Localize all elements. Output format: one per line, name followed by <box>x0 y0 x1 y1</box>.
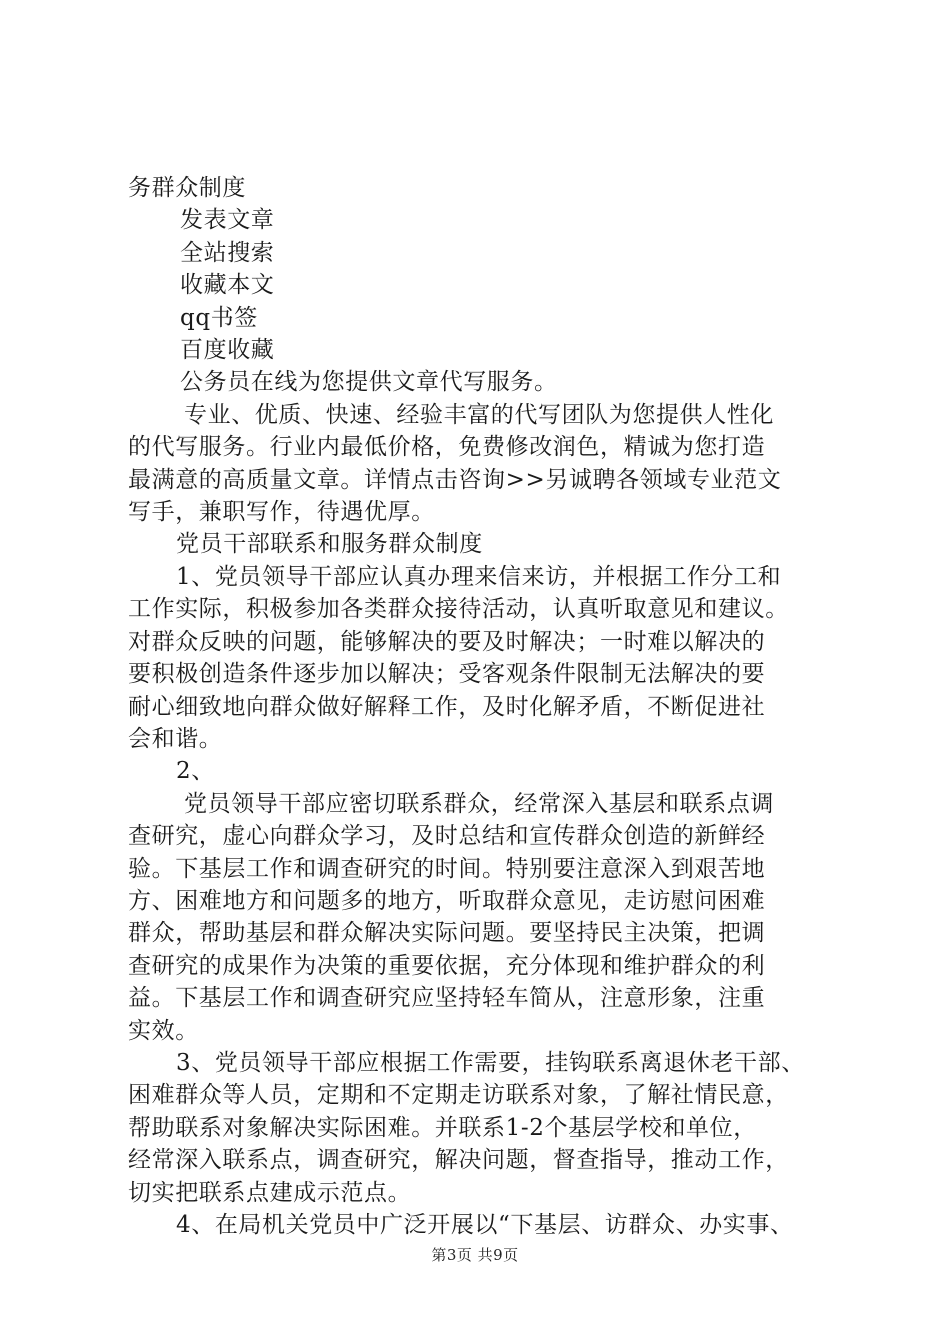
text-line: 2、 <box>176 758 215 785</box>
text-line: 1、党员领导干部应认真办理来信来访，并根据工作分工和 <box>176 563 782 590</box>
link-bookmark-article[interactable]: 收藏本文 <box>180 272 275 299</box>
text-line: 切实把联系点建成示范点。 <box>128 1179 412 1206</box>
link-qq-bookmark[interactable]: qq书签 <box>180 304 258 331</box>
link-site-search[interactable]: 全站搜索 <box>180 239 275 266</box>
text-line: 务群众制度 <box>128 175 246 201</box>
text-line: 实效。 <box>128 1017 199 1044</box>
text-line: 专业、优质、快速、经验丰富的代写团队为您提供人性化 <box>184 401 774 428</box>
text-line: 3、党员领导干部应根据工作需要，挂钩联系离退休老干部、 <box>176 1049 805 1076</box>
link-publish-article[interactable]: 发表文章 <box>180 207 275 234</box>
page-number-label: 第3页 共9页 <box>431 1246 519 1264</box>
text-line: 要积极创造条件逐步加以解决；受客观条件限制无法解决的要 <box>128 661 766 688</box>
page-footer <box>0 1244 950 1265</box>
text-line: 的代写服务。行业内最低价格，免费修改润色，精诚为您打造 <box>128 434 766 461</box>
text-line: 经常深入联系点，调查研究，解决问题，督查指导，推动工作， <box>128 1147 789 1174</box>
section-heading: 党员干部联系和服务群众制度 <box>176 531 483 558</box>
text-line: 党员领导干部应密切联系群众，经常深入基层和联系点调 <box>184 790 774 817</box>
text-line: 方、困难地方和问题多的地方，听取群众意见，走访慰问困难 <box>128 887 766 914</box>
document-body <box>128 172 828 1241</box>
text-line: 益。下基层工作和调查研究应坚持轻车简从，注意形象，注重 <box>128 985 766 1012</box>
text-line: 耐心细致地向群众做好解释工作，及时化解矛盾，不断促进社 <box>128 693 766 720</box>
text-line: 查研究，虚心向群众学习，及时总结和宣传群众创造的新鲜经 <box>128 823 766 850</box>
text-line: 写手，兼职写作，待遇优厚。 <box>128 499 435 526</box>
text-line: 群众，帮助基层和群众解决实际问题。要坚持民主决策，把调 <box>128 920 766 947</box>
text-line: 帮助联系对象解决实际困难。并联系1-2个基层学校和单位， <box>128 1114 757 1141</box>
text-line: 验。下基层工作和调查研究的时间。特别要注意深入到艰苦地 <box>128 855 766 882</box>
text-line: 最满意的高质量文章。详情点击咨询>>另诚聘各领域专业范文 <box>128 466 782 493</box>
text-line: 公务员在线为您提供文章代写服务。 <box>180 369 558 396</box>
text-line: 查研究的成果作为决策的重要依据，充分体现和维护群众的利 <box>128 952 766 979</box>
text-line: 工作实际，积极参加各类群众接待活动，认真听取意见和建议。 <box>128 596 789 623</box>
text-line: 会和谐。 <box>128 725 223 752</box>
link-baidu-bookmark[interactable]: 百度收藏 <box>180 337 275 364</box>
text-line: 困难群众等人员，定期和不定期走访联系对象，了解社情民意， <box>128 1082 789 1109</box>
text-line: 4、在局机关党员中广泛开展以“下基层、访群众、办实事、 <box>176 1212 794 1238</box>
text-line: 对群众反映的问题，能够解决的要及时解决；一时难以解决的 <box>128 628 766 655</box>
